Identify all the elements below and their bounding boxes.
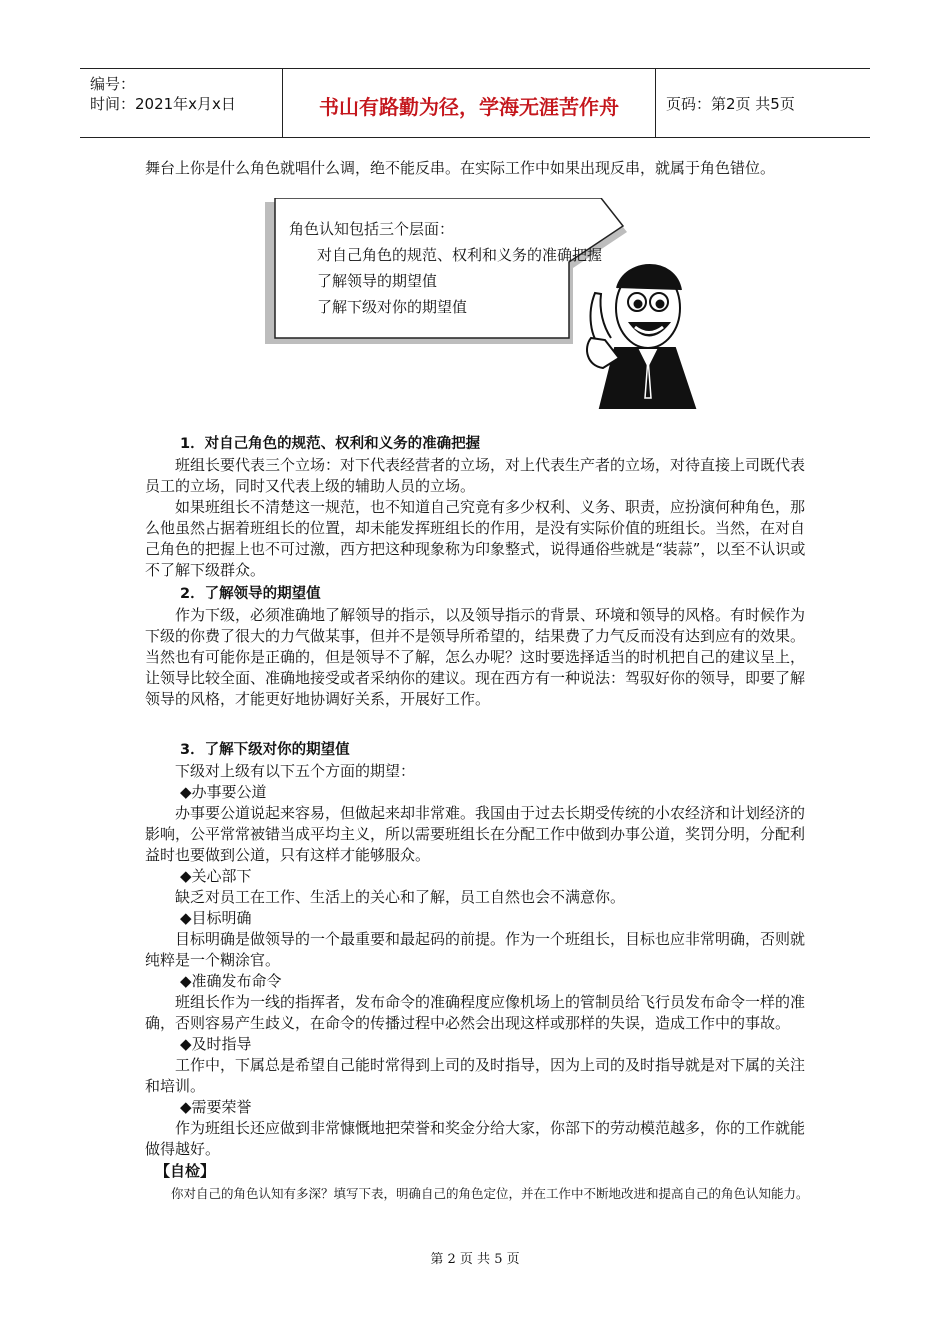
expectation-title: ◆准确发布命令 <box>180 972 282 990</box>
intro-paragraph: 舞台上你是什么角色就唱什么调，绝不能反串。在实际工作中如果出现反串，就属于角色错位。 <box>145 159 776 177</box>
self-check-title: 【自检】 <box>155 1162 216 1180</box>
callout-title: 角色认知包括三个层面： <box>289 220 455 238</box>
callout-text <box>289 216 602 320</box>
header-motto-cell <box>283 69 656 137</box>
expectation-text: 班组长作为一线的指挥者，发布命令的准确程度应像机场上的管制员给飞行员发布命令一样的准确，否则容易产生歧义，在命令的传播过程中必然会出现这样或那样的失误，造成工作中的事故。 <box>145 993 806 1032</box>
expectation-text: 作为班组长还应做到非常慷慨地把荣誉和奖金分给大家，你部下的劳动模范越多，你的工作就能做得越好。 <box>145 1119 806 1158</box>
callout-item: 了解下级对你的期望值 <box>317 298 468 316</box>
expectation-title: ◆需要荣誉 <box>180 1098 252 1116</box>
section-heading: 3．了解下级对你的期望值 <box>180 742 350 758</box>
expectation-title: ◆及时指导 <box>180 1035 252 1053</box>
page-footer: 第 2 页 共 5 页 <box>430 1252 520 1267</box>
expectation-title: ◆关心部下 <box>180 867 252 885</box>
document-number-label: 编号： <box>90 75 136 93</box>
section-3 <box>145 740 810 1160</box>
header-motto: 书山有路勤为径，学海无涯苦作舟 <box>319 95 619 119</box>
header-page-cell <box>656 69 870 137</box>
header-meta-cell <box>80 69 283 137</box>
cartoon-man-icon <box>587 265 695 408</box>
self-check-section <box>145 1160 810 1203</box>
expectation-title: ◆目标明确 <box>180 909 252 927</box>
section-2 <box>145 584 810 710</box>
role-cognition-callout <box>265 198 715 418</box>
intro-paragraph-block <box>145 158 810 179</box>
page-header <box>80 68 870 138</box>
expectation-title: ◆办事要公道 <box>180 783 267 801</box>
header-page-number: 页码：第2页 共5页 <box>666 95 795 113</box>
expectation-text: 目标明确是做领导的一个最重要和最起码的前提。作为一个班组长，目标也应非常明确，否则就纯粹是一个糊涂官。 <box>145 930 806 969</box>
section-heading: 1．对自己角色的规范、权利和义务的准确把握 <box>180 436 481 452</box>
section-paragraph: 作为下级，必须准确地了解领导的指示，以及领导指示的背景、环境和领导的风格。有时候作为下级的你费了很大的力气做某事，但并不是领导所希望的，结果费了力气反而没有达到应有的效果。当然也有可能你是正确的，但是领导不了解，怎么办呢？这时要选择适当的时机把自己的建议呈上，让领导比较全面、准确地接受或者采纳你的建议。现在西方有一种说法：驾驭好你的领导，即要了解领导的风格，才能更好地协调好关系，开展好工作。 <box>145 606 806 708</box>
expectation-text: 缺乏对员工在工作、生活上的关心和了解，员工自然也会不满意你。 <box>175 888 626 906</box>
self-check-text: 你对自己的角色认知有多深？填写下表，明确自己的角色定位，并在工作中不断地改进和提高自己的角色认知能力。 <box>171 1186 809 1201</box>
section-heading: 2．了解领导的期望值 <box>180 586 321 602</box>
document-date-label: 时间：2021年x月x日 <box>90 95 236 113</box>
expectation-text: 工作中，下属总是希望自己能时常得到上司的及时指导，因为上司的及时指导就是对下属的关注和培训。 <box>145 1056 806 1095</box>
section-paragraph: 班组长要代表三个立场：对下代表经营者的立场，对上代表生产者的立场，对待直接上司既代表员工的立场，同时又代表上级的辅助人员的立场。 <box>145 456 806 495</box>
expectation-text: 办事要公道说起来容易，但做起来却非常难。我国由于过去长期受传统的小农经济和计划经济的影响，公平常常被错当成平均主义，所以需要班组长在分配工作中做到办事公道，奖罚分明，分配利益时也要做到公道，只有这样才能够服众。 <box>145 804 806 864</box>
callout-item: 对自己角色的规范、权利和义务的准确把握 <box>317 246 603 264</box>
callout-item: 了解领导的期望值 <box>317 272 438 290</box>
section-lead: 下级对上级有以下五个方面的期望： <box>175 762 416 780</box>
section-1 <box>145 434 810 581</box>
section-paragraph: 如果班组长不清楚这一规范，也不知道自己究竟有多少权利、义务、职责，应扮演何种角色，那么他虽然占据着班组长的位置，却未能发挥班组长的作用，是没有实际价值的班组长。当然，在对自己角色的把握上也不可过激，西方把这种现象称为印象整式，说得通俗些就是“装蒜”，以至不认识或不了解下级群众。 <box>145 498 806 579</box>
